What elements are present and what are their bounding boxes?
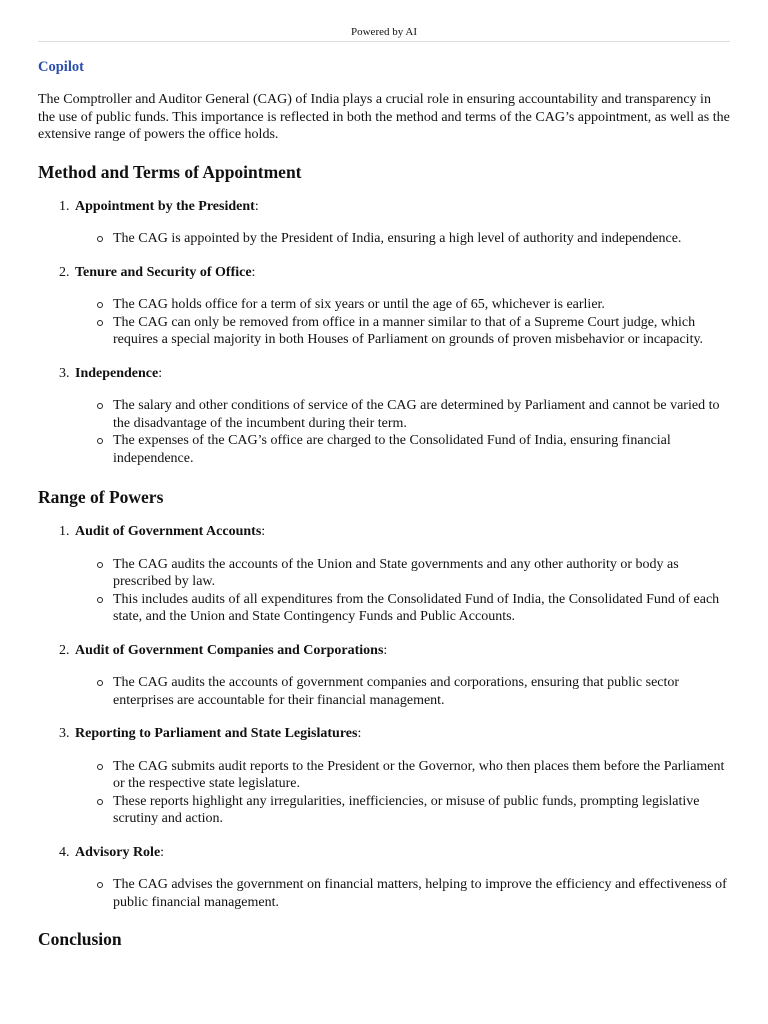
- bullet-item: [113, 793, 730, 828]
- item-title: Reporting to Parliament and State Legislatures: [75, 726, 358, 741]
- bullet-item: [113, 876, 730, 911]
- circle-bullet-icon: [97, 597, 103, 603]
- section-heading-powers: Range of Powers: [38, 487, 164, 507]
- bullet-item: [113, 591, 730, 626]
- bullet-item: [113, 296, 730, 314]
- appointment-list: [38, 198, 730, 468]
- bullet-text: The CAG audits the accounts of the Union and State governments and any other authority or body as prescribed by law.: [113, 556, 679, 589]
- item-title: Audit of Government Companies and Corporations: [75, 642, 384, 658]
- bullet-list: [38, 556, 730, 626]
- circle-bullet-icon: [97, 562, 103, 568]
- list-item: [38, 264, 730, 349]
- section-heading-appointment: Method and Terms of Appointment: [38, 161, 302, 182]
- item-number: 1.: [59, 524, 70, 539]
- circle-bullet-icon: [97, 236, 103, 242]
- item-title: Independence: [75, 365, 159, 381]
- list-item-heading: 2. Audit of Government Companies and Corporations:: [59, 642, 388, 658]
- item-number: 2.: [59, 642, 70, 658]
- list-item-heading: 1. Audit of Government Accounts:: [59, 524, 266, 539]
- circle-bullet-icon: [97, 680, 103, 686]
- list-item-heading: 1. Appointment by the President:: [59, 198, 259, 214]
- list-item: [38, 523, 730, 626]
- section-heading-conclusion: Conclusion: [38, 929, 122, 949]
- bullet-list: [38, 674, 730, 709]
- circle-bullet-icon: [97, 799, 103, 805]
- bullet-text: The CAG holds office for a term of six years or until the age of 65, whichever is earlier.: [113, 297, 605, 312]
- circle-bullet-icon: [97, 302, 103, 308]
- circle-bullet-icon: [97, 320, 103, 326]
- item-title: Advisory Role: [75, 844, 161, 860]
- item-number: 2.: [59, 264, 70, 280]
- bullet-text: The CAG audits the accounts of government companies and corporations, ensuring that public sector enterprises are accountable for their financial management.: [113, 675, 680, 708]
- item-number: 1.: [59, 198, 70, 214]
- bullet-text: The CAG is appointed by the President of India, ensuring a high level of authority and independence.: [113, 231, 682, 246]
- bullet-list: [38, 296, 730, 349]
- circle-bullet-icon: [97, 438, 103, 444]
- item-title: Appointment by the President: [75, 198, 255, 214]
- bullet-list: [38, 758, 730, 828]
- list-item-heading: 3. Independence:: [59, 365, 163, 381]
- intro-paragraph: The Comptroller and Auditor General (CAG) of India plays a crucial role in ensuring accountability and transparency in the use of public funds. This importance is reflected in both the method and terms of the CAG’s appointment, as well as the extensive range of powers the office holds.: [38, 92, 730, 142]
- bullet-list: [38, 397, 730, 467]
- bullet-text: The CAG advises the government on financial matters, helping to improve the efficiency and effectiveness of public financial management.: [113, 877, 727, 910]
- bullet-text: The CAG submits audit reports to the President or the Governor, who then places them before the Parliament or the respective state legislature.: [113, 758, 725, 791]
- bullet-item: [113, 758, 730, 793]
- bullet-text: These reports highlight any irregularities, inefficiencies, or misuse of public funds, prompting legislative scrutiny and action.: [113, 793, 700, 826]
- item-number: 3.: [59, 365, 70, 381]
- bullet-text: The expenses of the CAG’s office are charged to the Consolidated Fund of India, ensuring financial independence.: [113, 433, 671, 466]
- list-item: [38, 642, 730, 710]
- bullet-item: [113, 314, 730, 349]
- circle-bullet-icon: [97, 764, 103, 770]
- bullet-item: [113, 397, 730, 432]
- bullet-list: [38, 230, 730, 248]
- response-content: [38, 58, 730, 950]
- list-item: [38, 365, 730, 468]
- list-item: [38, 844, 730, 912]
- powered-by-banner: [38, 26, 730, 42]
- bullet-item: [113, 432, 730, 467]
- copilot-label: Copilot: [38, 59, 84, 75]
- item-title: Audit of Government Accounts: [75, 524, 262, 539]
- item-number: 4.: [59, 844, 70, 860]
- bullet-item: [113, 556, 730, 591]
- circle-bullet-icon: [97, 882, 103, 888]
- item-title: Tenure and Security of Office: [75, 264, 252, 280]
- bullet-item: [113, 230, 730, 248]
- list-item: [38, 198, 730, 248]
- bullet-item: [113, 674, 730, 709]
- bullet-list: [38, 876, 730, 911]
- bullet-text: The salary and other conditions of service of the CAG are determined by Parliament and cannot be varied to the disadvantage of the incumbent during their term.: [113, 398, 720, 431]
- powered-by-text: Powered by AI: [351, 26, 417, 38]
- bullet-text: The CAG can only be removed from office in a manner similar to that of a Supreme Court judge, which requires a special majority in both Houses of Parliament on grounds of proven misbehavior or incapacity.: [113, 314, 704, 347]
- list-item-heading: 3. Reporting to Parliament and State Legislatures:: [59, 726, 362, 741]
- list-item: [38, 725, 730, 828]
- item-number: 3.: [59, 726, 70, 741]
- list-item-heading: 2. Tenure and Security of Office:: [59, 264, 256, 280]
- bullet-text: This includes audits of all expenditures from the Consolidated Fund of India, the Consolidated Fund of each state, and the Union and State Contingency Funds and Public Accounts.: [113, 591, 720, 624]
- list-item-heading: 4. Advisory Role:: [59, 844, 165, 860]
- circle-bullet-icon: [97, 403, 103, 409]
- powers-list: [38, 523, 730, 911]
